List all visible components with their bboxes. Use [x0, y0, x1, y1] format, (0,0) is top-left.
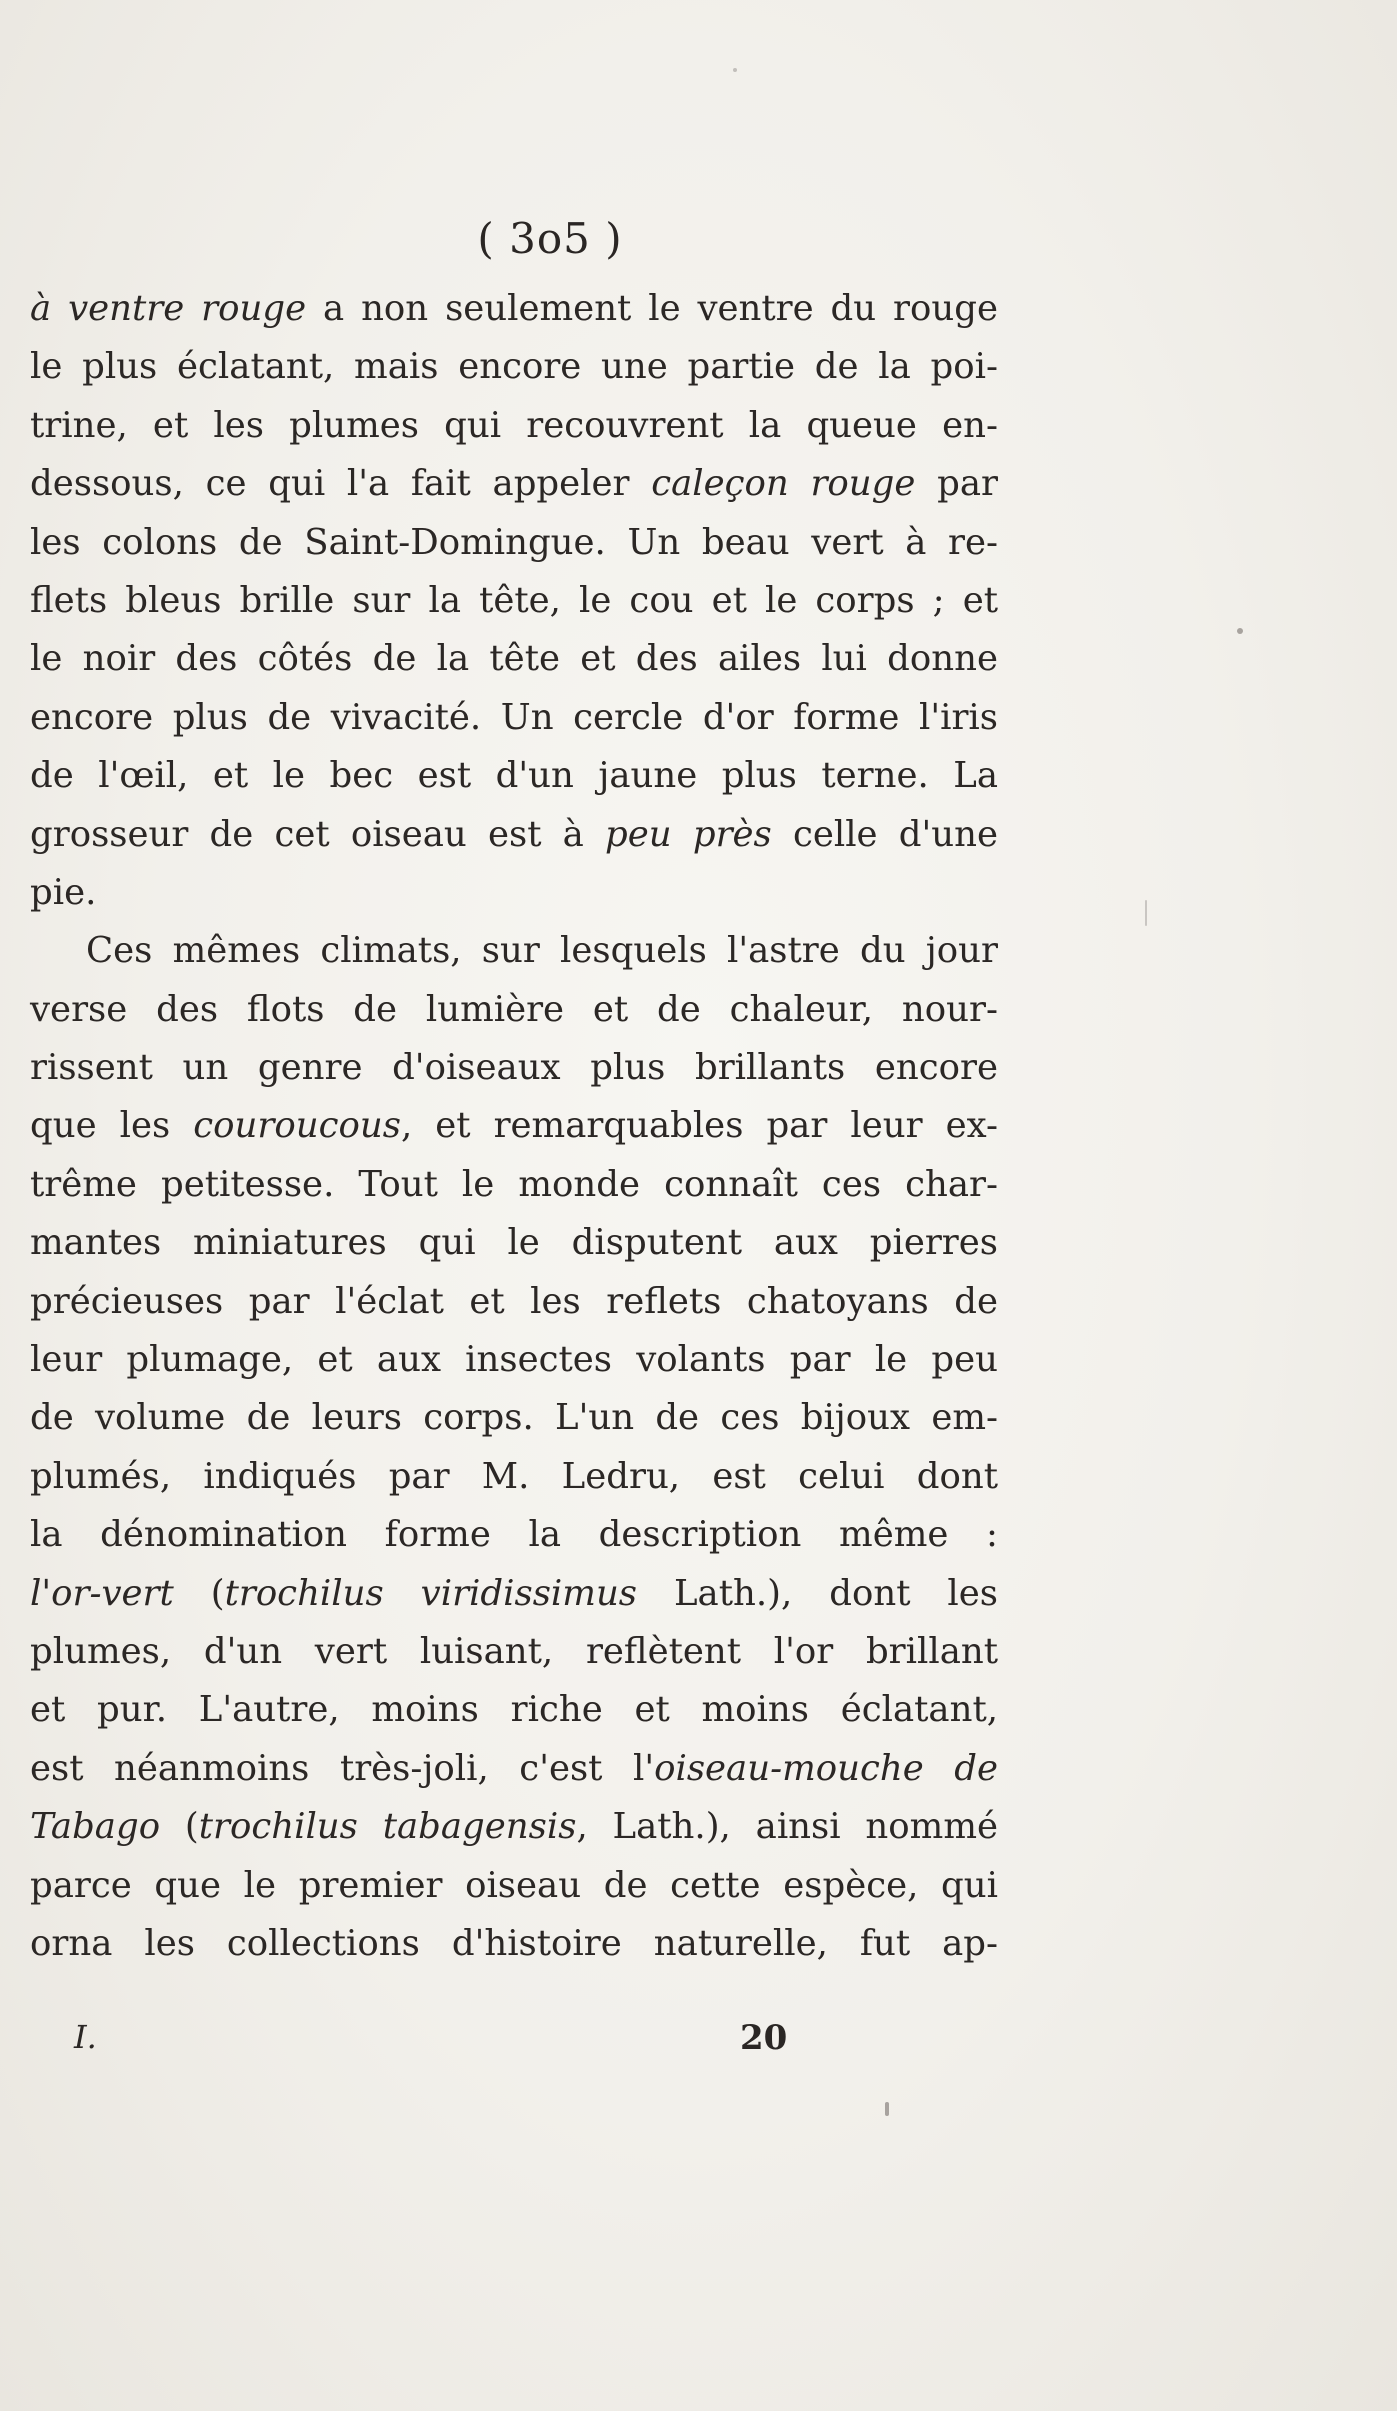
text-line	[30, 922, 998, 980]
italic-text: à ventre rouge	[30, 288, 307, 329]
text-segment: encore plus de vivacité. Un cercle d'or forme l'iris	[30, 696, 998, 738]
text-segment: de l'œil, et le bec est d'un jaune plus terne. La	[30, 755, 998, 797]
italic-text: trochilus viridissimus	[224, 1572, 638, 1614]
italic-text: trochilus tabagensis	[198, 1806, 577, 1848]
text-line	[30, 1740, 998, 1798]
text-line	[30, 1565, 998, 1623]
text-line	[30, 1273, 998, 1331]
text-line	[30, 1623, 998, 1681]
text-segment: grosseur de cet oiseau est à	[30, 813, 606, 855]
text-segment: pie.	[30, 871, 97, 913]
text-segment: leur plumage, et aux insectes volants par le peu	[30, 1339, 998, 1381]
text-line	[30, 572, 998, 630]
text-line	[30, 1156, 998, 1214]
text-segment: de volume de leurs corps. L'un de ces bijoux em-	[30, 1397, 998, 1439]
text-segment: Ces mêmes climats, sur lesquels l'astre du jour	[86, 930, 998, 972]
signature-mark: I.	[74, 2018, 97, 2056]
text-segment: , et remarquables par leur ex-	[400, 1105, 998, 1147]
text-segment: celle d'une	[771, 813, 998, 855]
text-segment: dessous, ce qui l'a fait appeler	[30, 463, 652, 505]
body-text	[30, 280, 998, 1973]
text-segment: est néanmoins très-joli, c'est l'	[30, 1747, 655, 1789]
text-segment: et pur. L'autre, moins riche et moins éclatant,	[30, 1689, 998, 1731]
paper-speck	[1237, 628, 1243, 634]
text-line	[30, 1039, 998, 1097]
italic-text: peu près	[605, 813, 772, 855]
text-line	[30, 1681, 998, 1739]
text-line	[30, 864, 998, 922]
paper-speck	[885, 2102, 889, 2116]
text-segment: précieuses par l'éclat et les reflets chatoyans de	[30, 1280, 998, 1322]
text-segment: (	[173, 1572, 225, 1614]
text-line	[30, 1331, 998, 1389]
text-segment: que les	[30, 1105, 194, 1147]
page-number: ( 3o5 )	[477, 214, 623, 263]
text-segment: par	[915, 463, 998, 505]
paper-speck	[1145, 900, 1147, 926]
text-segment: (	[160, 1806, 199, 1848]
text-segment: Lath.), dont les	[637, 1572, 998, 1614]
text-line	[30, 747, 998, 805]
text-line	[30, 689, 998, 747]
text-line	[30, 280, 998, 338]
text-line	[30, 1097, 998, 1155]
text-line	[30, 1214, 998, 1272]
text-segment: flets bleus brille sur la tête, le cou et le corps ; et	[30, 579, 998, 621]
text-segment: verse des flots de lumière et de chaleur, nour-	[30, 988, 998, 1030]
text-segment: orna les collections d'histoire naturelle, fut ap-	[30, 1922, 998, 1964]
text-segment: plumes, d'un vert luisant, reflètent l'or brillant	[30, 1630, 998, 1672]
text-line	[30, 514, 998, 572]
italic-text: l'or-vert	[30, 1572, 174, 1614]
text-segment: trine, et les plumes qui recouvrent la queue en-	[30, 404, 998, 446]
text-line	[30, 981, 998, 1039]
text-segment: le plus éclatant, mais encore une partie de la poi-	[30, 346, 998, 388]
text-line	[30, 1389, 998, 1447]
text-segment: mantes miniatures qui le disputent aux pierres	[30, 1222, 998, 1264]
sheet-number: 20	[740, 2018, 788, 2058]
text-segment: rissent un genre d'oiseaux plus brillants encore	[30, 1047, 998, 1089]
text-line	[30, 1857, 998, 1915]
text-segment: trême petitesse. Tout le monde connaît ces char-	[30, 1163, 998, 1205]
text-segment: , Lath.), ainsi nommé	[576, 1806, 998, 1848]
text-line	[30, 397, 998, 455]
italic-text: oiseau-mouche de	[654, 1747, 998, 1789]
text-line	[30, 630, 998, 688]
text-line	[30, 1506, 998, 1564]
text-line	[30, 1448, 998, 1506]
italic-text: Tabago	[30, 1806, 161, 1848]
text-line	[30, 455, 998, 513]
text-line	[30, 806, 998, 864]
text-segment: la dénomination forme la description même :	[30, 1514, 998, 1556]
text-line	[30, 338, 998, 396]
text-segment: plumés, indiqués par M. Ledru, est celui dont	[30, 1455, 998, 1497]
text-segment: les colons de Saint-Domingue. Un beau vert à re-	[30, 521, 998, 563]
text-segment: a non seulement le ventre du rouge	[306, 288, 998, 329]
text-line	[30, 1915, 998, 1973]
text-line	[30, 1798, 998, 1856]
text-segment: le noir des côtés de la tête et des ailes lui donne	[30, 638, 998, 680]
paper-speck	[733, 68, 737, 72]
text-segment: parce que le premier oiseau de cette espèce, qui	[30, 1864, 998, 1906]
italic-text: caleçon rouge	[651, 463, 916, 505]
italic-text: couroucous	[193, 1105, 401, 1147]
